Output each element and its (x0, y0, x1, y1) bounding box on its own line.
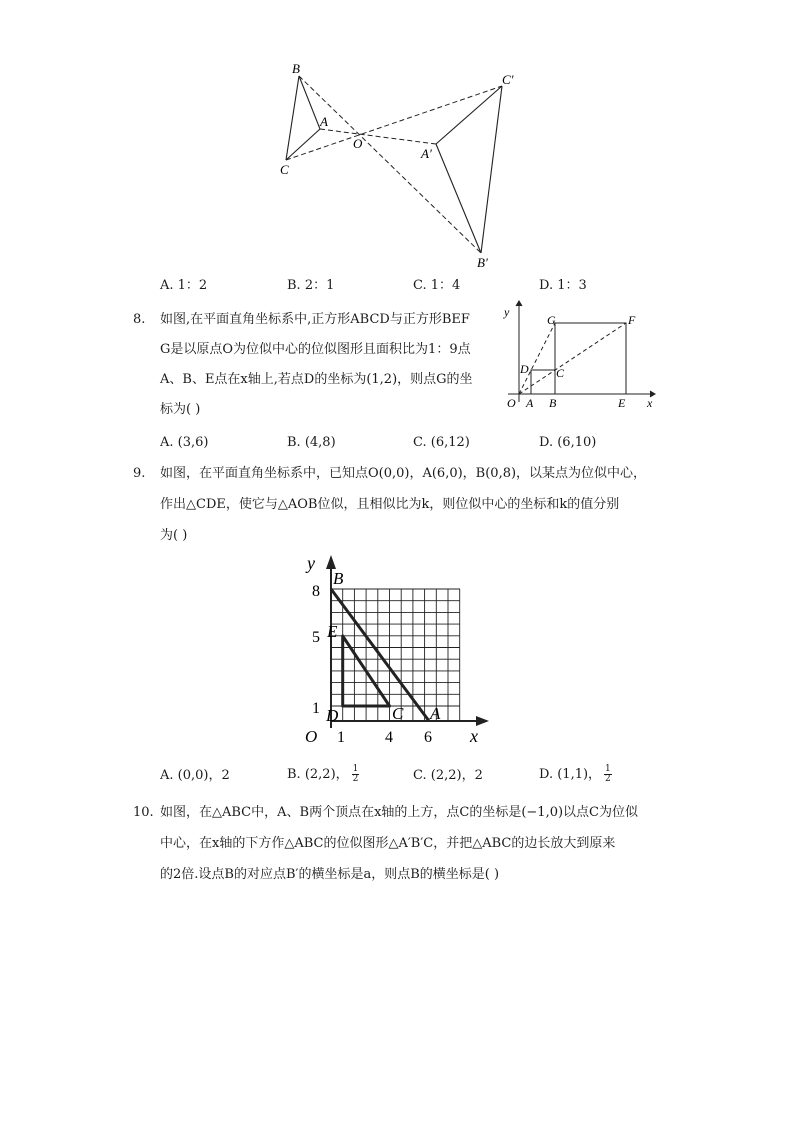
q8-option-a[interactable]: A. (3,6) (160, 435, 209, 450)
q10-text-line3: 的2倍.设点B的对应点B′的横坐标是a，则点B的横坐标是( ) (160, 867, 500, 882)
fig1-label-B-prime: B′ (477, 255, 488, 270)
q7-option-c[interactable]: C. 1：4 (413, 278, 461, 293)
q8-fig-label-O: O (507, 396, 516, 410)
q10-text-line2: 中心，在x轴的下方作△ABC的位似图形△A′B′C，并把△ABC的边长放大到原来 (160, 836, 616, 851)
fraction-numerator: 1 (605, 764, 611, 774)
q9-fig-label-C: C (392, 704, 404, 723)
q8-option-d[interactable]: D. (6,10) (539, 435, 597, 450)
q8-text-line4: 标为( ) (160, 402, 201, 417)
q8-fig-label-F: F (628, 313, 636, 327)
q8-number: 8. (133, 312, 146, 327)
q8-fig-label-E: E (618, 396, 626, 410)
q10-number: 10. (133, 805, 154, 820)
fig1-label-C-prime: C′ (502, 72, 514, 87)
q8-text-line1: 如图,在平面直角坐标系中,正方形ABCD与正方形BEF (160, 312, 470, 327)
q9-number: 9. (133, 466, 146, 481)
q8-option-b[interactable]: B. (4,8) (287, 435, 336, 450)
fig1-label-C: C (280, 162, 289, 177)
q9-option-d[interactable] (539, 762, 612, 788)
fig1-label-O: O (353, 136, 363, 151)
q8-fig-label-y: y (504, 305, 510, 319)
q9-option-b-text: B. (2,2)， (287, 767, 349, 782)
q9-fig-label-x: x (470, 726, 478, 746)
q9-option-b-fraction (352, 765, 360, 784)
q8-figure-squares (500, 300, 670, 415)
fraction-numerator: 1 (352, 764, 359, 774)
q9-fig-label-E: E (327, 622, 338, 641)
q9-fig-tick-y8: 8 (312, 583, 320, 600)
q8-fig-label-x: x (647, 396, 653, 410)
q9-fig-label-A: A (430, 704, 441, 723)
fig1-label-A-prime: A′ (421, 146, 432, 161)
q7-option-d[interactable]: D. 1：3 (539, 278, 587, 293)
q9-text-line2: 作出△CDE，使它与△AOB位似，且相似比为k，则位似中心的坐标和k的值分别 (160, 497, 620, 512)
q8-text-line2: G是以原点O为位似中心的位似图形且面积比为1：9点 (160, 342, 471, 357)
fraction-denominator: 2 (605, 774, 611, 784)
q9-fig-tick-y5: 5 (312, 629, 320, 646)
q9-fig-label-y: y (307, 553, 315, 573)
q10-text-line1: 如图，在△ABC中，A、B两个顶点在x轴的上方，点C的坐标是(−1,0)以点C为位似 (160, 805, 639, 820)
q9-fig-label-D: D (326, 706, 339, 725)
q7-option-a[interactable]: A. 1：2 (160, 278, 208, 293)
fraction-denominator: 2 (352, 774, 359, 784)
q9-fig-label-B: B (333, 569, 344, 588)
fig1-label-B: B (292, 61, 300, 76)
q8-fig-label-G: G (547, 313, 556, 327)
q9-option-d-fraction (604, 765, 612, 784)
q9-fig-tick-x4: 4 (385, 729, 393, 746)
q8-fig-label-B: B (549, 396, 557, 410)
q9-figure-grid (300, 548, 500, 748)
q9-text-line3: 为( ) (160, 528, 188, 543)
q9-option-a[interactable]: A. (0,0)，2 (160, 768, 230, 783)
q8-text-line3: A、B、E点在x轴上,若点D的坐标为(1,2)，则点G的坐 (160, 372, 473, 387)
q9-option-b[interactable] (287, 762, 359, 788)
q9-fig-tick-x6: 6 (424, 729, 432, 746)
fig1-label-A: A (320, 114, 328, 129)
q9-option-c[interactable]: C. (2,2)，2 (413, 768, 483, 783)
q8-option-c[interactable]: C. (6,12) (413, 435, 470, 450)
q9-text-line1: 如图，在平面直角坐标系中，已知点O(0,0)，A(6,0)，B(0,8)，以某点为位似中心， (160, 466, 647, 481)
q7-option-b[interactable]: B. 2：1 (287, 278, 335, 293)
q8-fig-label-D: D (520, 362, 529, 376)
q9-option-d-text: D. (1,1)， (539, 767, 602, 782)
q8-fig-label-A: A (526, 396, 534, 410)
q9-fig-label-O: O (305, 727, 318, 746)
q9-fig-tick-x1: 1 (337, 729, 345, 746)
figure-homothety-triangles (270, 58, 530, 274)
q8-fig-label-C: C (556, 366, 565, 380)
q9-fig-tick-y1: 1 (312, 700, 320, 717)
